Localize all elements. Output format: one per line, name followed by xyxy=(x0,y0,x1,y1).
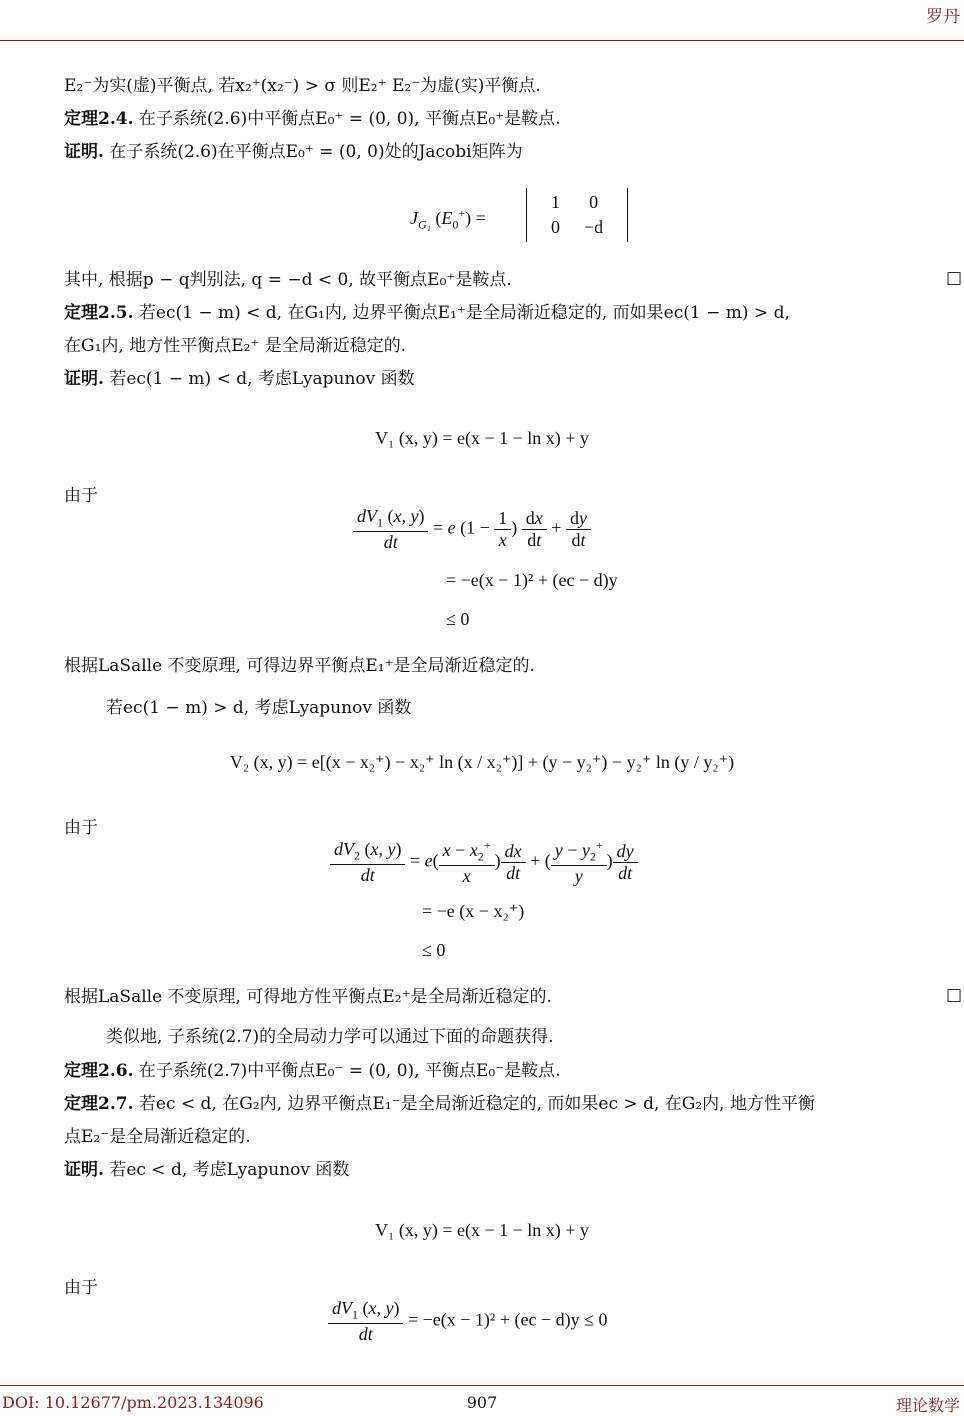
proof-label: 证明. xyxy=(64,369,104,389)
proof-body: 若ec(1 − m) < d, 考虑Lyapunov 函数 xyxy=(103,369,415,389)
proof-body: 在子系统(2.6)在平衡点E₀⁺ = (0, 0)处的Jacobi矩阵为 xyxy=(103,142,523,162)
equation-dv1-row1: $\frac{dV_1 (x, y)}{dt}$ = e (1 − $\frac{1}{x}$ ) $\frac{dx}{dt}$ + $\frac{dy}{dt}$ xyxy=(353,506,591,553)
footer-journal-link[interactable]: 理论数学 xyxy=(895,1396,960,1415)
equation-dv1-row2: = −e(x − 1)² + (ec − d)y xyxy=(446,570,618,590)
proof-2 xyxy=(64,367,964,391)
matrix-cell: 0 xyxy=(589,192,599,212)
theorem-2-5-cont: 在G₁内, 地方性平衡点E₂⁺ 是全局渐近稳定的. xyxy=(64,336,407,356)
header-author: 罗丹 xyxy=(926,7,960,27)
theorem-2-5 xyxy=(64,301,964,325)
line-e2-real: E₂⁻为实(虚)平衡点, 若x₂⁺(x₂⁻) > σ 则E₂⁺ E₂⁻为虚(实)平衡点. xyxy=(64,76,541,96)
proof-body: 若ec < d, 考虑Lyapunov 函数 xyxy=(103,1160,350,1180)
qed-mark: □ xyxy=(945,268,962,288)
proof-1 xyxy=(64,140,964,164)
header-rule xyxy=(0,40,964,41)
footer-rule xyxy=(0,1385,964,1386)
theorem-2-4 xyxy=(64,107,964,131)
line-youyu-3: 由于 xyxy=(64,1278,98,1298)
jacobian-matrix xyxy=(526,188,628,242)
equation-dv2-row2: = −e (x − x₂⁺) xyxy=(422,901,525,921)
line-pq: 其中, 根据p − q判别法, q = −d < 0, 故平衡点E₀⁺是鞍点. xyxy=(64,270,512,290)
line-lasalle-2: 根据LaSalle 不变原理, 可得地方性平衡点E₂⁺是全局渐近稳定的. xyxy=(64,987,552,1007)
theorem-2-6 xyxy=(64,1059,964,1083)
theorem-body: 若ec < d, 在G₂内, 边界平衡点E₁⁻是全局渐近稳定的, 而如果ec > d, 在G₂内, 地方性平衡 xyxy=(133,1094,815,1114)
line-similar: 类似地, 子系统(2.7)的全局动力学可以通过下面的命题获得. xyxy=(106,1027,554,1047)
footer-page-number: 907 xyxy=(466,1393,498,1412)
equation-v1: V₁ (x, y) = e(x − 1 − ln x) + y xyxy=(375,428,589,448)
line-if-2: 若ec(1 − m) > d, 考虑Lyapunov 函数 xyxy=(106,698,412,718)
theorem-body: 在子系统(2.7)中平衡点E₀⁻ = (0, 0), 平衡点E₀⁻是鞍点. xyxy=(133,1061,561,1081)
matrix-cell: −d xyxy=(584,217,604,237)
theorem-label: 定理2.7. xyxy=(64,1094,134,1114)
proof-3 xyxy=(64,1158,964,1182)
proof-label: 证明. xyxy=(64,1160,104,1180)
equation-dv3-rhs: = −e(x − 1)² + (ec − d)y ≤ 0 xyxy=(407,1309,608,1330)
theorem-2-7 xyxy=(64,1092,964,1116)
line-youyu-2: 由于 xyxy=(64,818,98,838)
line-youyu-1: 由于 xyxy=(64,486,98,506)
footer-doi-link[interactable]: DOI: 10.12677/pm.2023.134096 xyxy=(2,1393,264,1412)
equation-v2: V₂ (x, y) = e[(x − x₂⁺) − x₂⁺ ln (x / x₂⁺)] + (y − y₂⁺) − y₂⁺ ln (y / y₂⁺) xyxy=(229,752,735,772)
theorem-body: 若ec(1 − m) < d, 在G₁内, 边界平衡点E₁⁺是全局渐近稳定的, 而如果ec(1 − m) > d, xyxy=(133,303,790,323)
theorem-label: 定理2.6. xyxy=(64,1061,134,1081)
equation-dv1-row3: ≤ 0 xyxy=(446,609,470,629)
line-lasalle-1: 根据LaSalle 不变原理, 可得边界平衡点E₁⁺是全局渐近稳定的. xyxy=(64,656,535,676)
theorem-label: 定理2.5. xyxy=(64,303,134,323)
equation-dv2-row1: $\frac{dV_2 (x, y)}{dt}$ = e( $\frac{x - x_2^+}{x}$ ) $\frac{dx}{dt}$ + ( $\frac{y - y_2^+}{y}$ ) $\frac{dy}{dt}$ xyxy=(330,838,638,887)
equation-dv2-row3: ≤ 0 xyxy=(422,940,446,960)
matrix-cell: 1 xyxy=(551,192,560,212)
equation-dv3: $\frac{dV_1 (x, y)}{dt}$ = −e(x − 1)² + (ec − d)y ≤ 0 xyxy=(328,1298,607,1345)
theorem-body: 在子系统(2.6)中平衡点E₀⁺ = (0, 0), 平衡点E₀⁺是鞍点. xyxy=(133,109,561,129)
equation-v1-b: V₁ (x, y) = e(x − 1 − ln x) + y xyxy=(375,1220,589,1240)
theorem-2-7-cont: 点E₂⁻是全局渐近稳定的. xyxy=(64,1127,251,1147)
matrix-cell: 0 xyxy=(551,217,560,237)
jacobian-lhs: $J_{G_1}$ $(E_0^+)$ = xyxy=(410,206,486,232)
proof-label: 证明. xyxy=(64,142,104,162)
qed-mark: □ xyxy=(945,985,962,1005)
theorem-label: 定理2.4. xyxy=(64,109,134,129)
